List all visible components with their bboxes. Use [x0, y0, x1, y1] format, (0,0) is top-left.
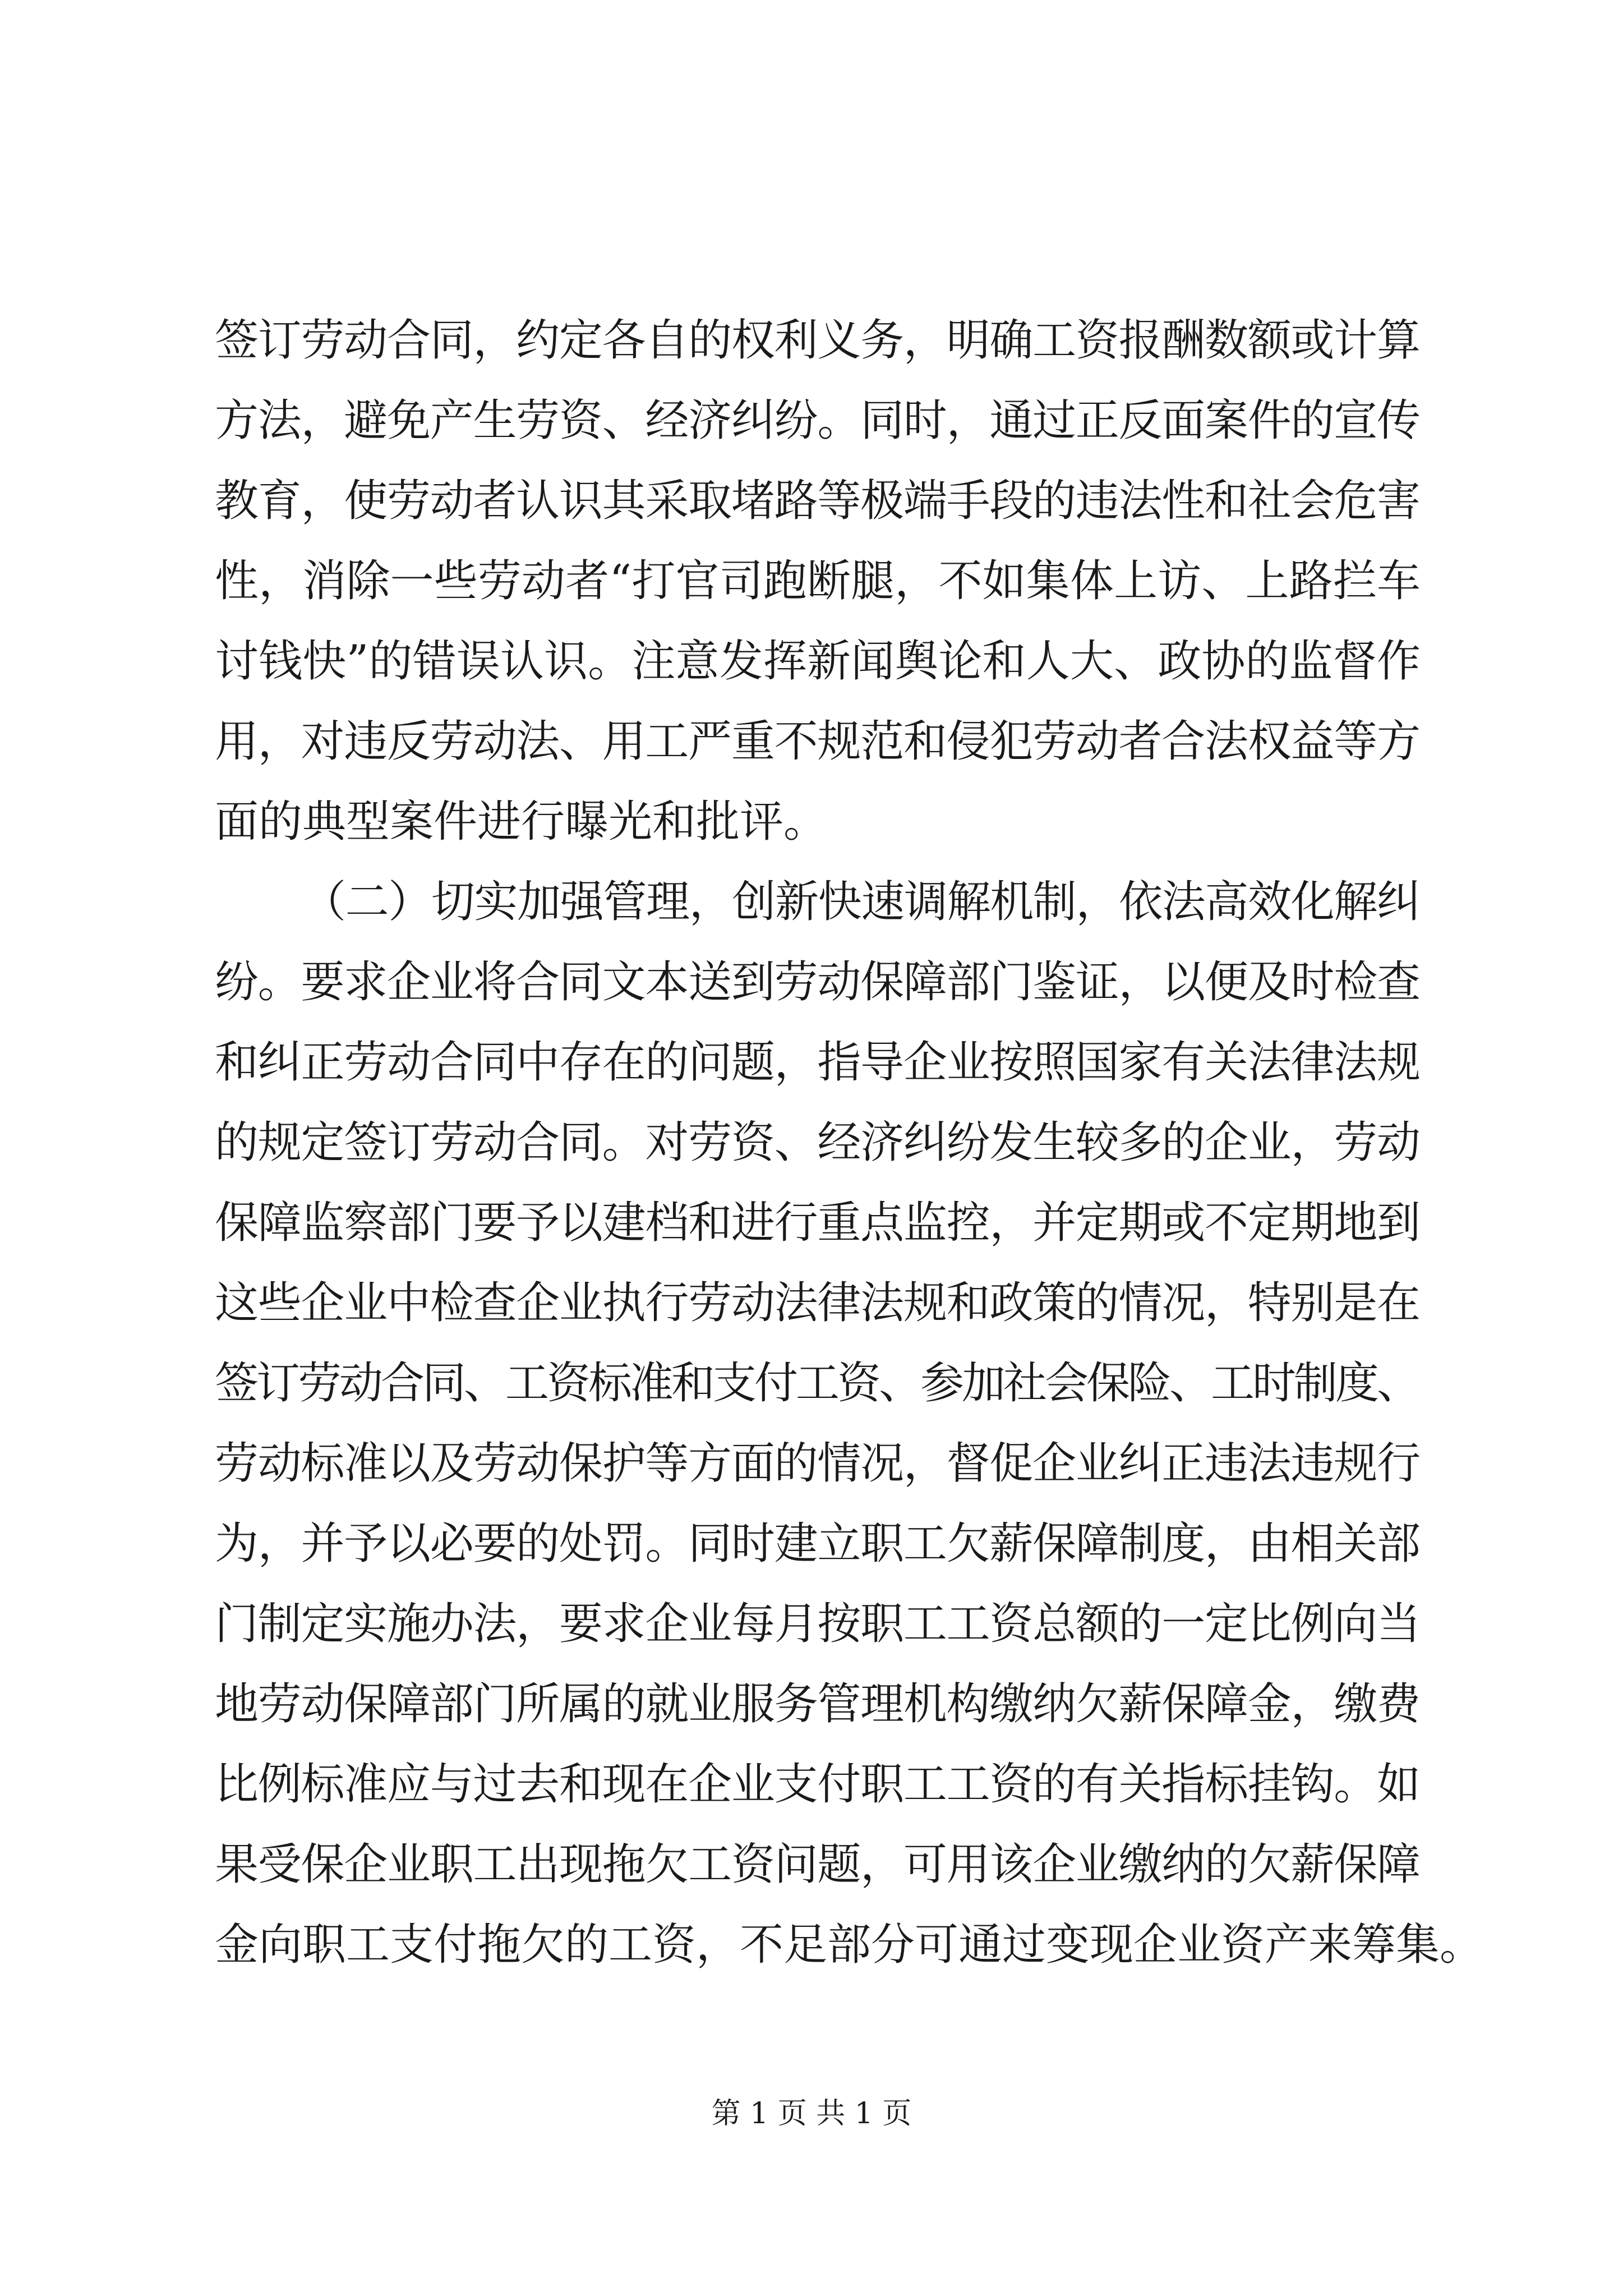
paragraph-2 [215, 862, 1484, 1985]
text-line: 的规定签订劳动合同。对劳资、经济纠纷发生较多的企业，劳动 [215, 1117, 1420, 1168]
text-line: 方法，避免产生劳资、经济纠纷。同时，通过正反面案件的宣传 [215, 395, 1420, 446]
text-line: 金向职工支付拖欠的工资，不足部分可通过变现企业资产来筹集。 [215, 1920, 1484, 1970]
text-line: 签订劳动合同、工资标准和支付工资、参加社会保险、工时制度、 [215, 1358, 1418, 1409]
page-number-footer: 第 1 页 共 1 页 [711, 2097, 912, 2131]
text-line: 教育，使劳动者认识其采取堵路等极端手段的违法性和社会危害 [215, 476, 1420, 526]
text-line: 纷。要求企业将合同文本送到劳动保障部门鉴证，以便及时检查 [215, 957, 1420, 1007]
text-line: 地劳动保障部门所属的就业服务管理机构缴纳欠薪保障金，缴费 [215, 1679, 1420, 1729]
text-line: （二）切实加强管理，创新快速调解机制，依法高效化解纠 [302, 877, 1420, 927]
text-line: 为，并予以必要的处罚。同时建立职工欠薪保障制度，由相关部 [215, 1519, 1420, 1569]
body-text [215, 301, 1484, 1985]
text-line: 和纠正劳动合同中存在的问题，指导企业按照国家有关法律法规 [215, 1037, 1420, 1088]
text-line: 讨钱快”的错误认识。注意发挥新闻舆论和人大、政协的监督作 [215, 636, 1421, 687]
text-line: 性，消除一些劳动者“打官司跑断腿，不如集体上访、上路拦车 [215, 556, 1421, 606]
text-line: 用，对违反劳动法、用工严重不规范和侵犯劳动者合法权益等方 [215, 716, 1420, 767]
text-line: 保障监察部门要予以建档和进行重点监控，并定期或不定期地到 [215, 1198, 1420, 1248]
text-line: 签订劳动合同，约定各自的权利义务，明确工资报酬数额或计算 [215, 315, 1420, 366]
text-line: 劳动标准以及劳动保护等方面的情况，督促企业纠正违法违规行 [215, 1438, 1420, 1489]
text-line: 这些企业中检查企业执行劳动法律法规和政策的情况，特别是在 [215, 1278, 1420, 1328]
text-line: 面的典型案件进行曝光和批评。 [215, 797, 828, 847]
text-line: 果受保企业职工出现拖欠工资问题，可用该企业缴纳的欠薪保障 [215, 1839, 1420, 1890]
text-line: 比例标准应与过去和现在企业支付职工工资的有关指标挂钩。如 [215, 1759, 1420, 1810]
paragraph-1 [215, 301, 1421, 862]
text-line: 门制定实施办法，要求企业每月按职工工资总额的一定比例向当 [215, 1599, 1420, 1649]
